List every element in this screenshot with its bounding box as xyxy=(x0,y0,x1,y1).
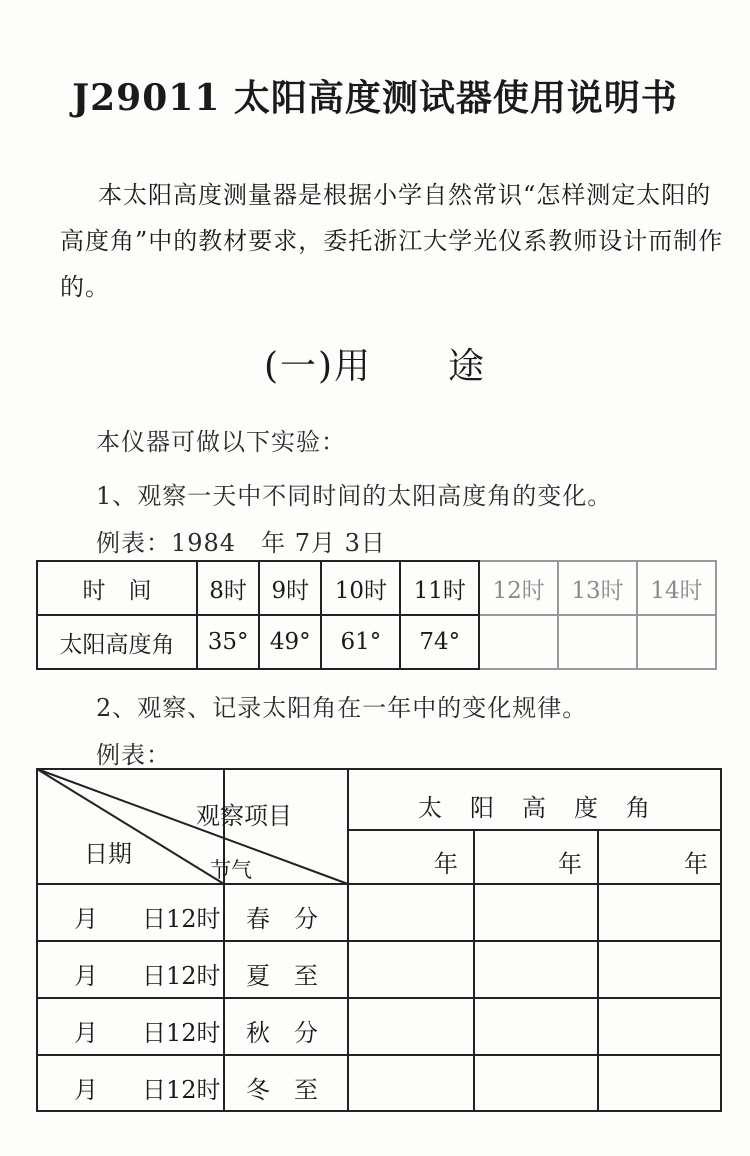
time-angle-table xyxy=(36,560,717,670)
table-header-cell: 时 间 xyxy=(37,561,197,615)
experiment-2-text: 2、观察、记录太阳角在一年中的变化规律。 xyxy=(96,694,588,722)
table-header-cell: 太阳高度角 xyxy=(37,615,197,669)
table-cell xyxy=(479,615,558,669)
table-cell: 12时 xyxy=(479,561,558,615)
table-cell: 10时 xyxy=(321,561,400,615)
example-2-label: 例表： xyxy=(96,741,171,769)
experiment-1-text: 1、观察一天中不同时间的太阳高度角的变化。 xyxy=(96,482,613,510)
diagonal-label-items: 观察项目 xyxy=(196,802,292,830)
table-cell: 14时 xyxy=(637,561,716,615)
document-title: J29011 太阳高度测试器使用说明书 xyxy=(72,77,678,119)
lead-text: 本仪器可做以下实验： xyxy=(96,428,346,456)
row-solar-term: 冬 至 xyxy=(246,1076,318,1104)
row-day: 日12时 xyxy=(142,1019,221,1047)
row-solar-term: 春 分 xyxy=(246,905,318,933)
row-month: 月 xyxy=(74,1019,98,1047)
row-day: 日12时 xyxy=(142,962,221,990)
row-solar-term: 夏 至 xyxy=(246,962,318,990)
diagonal-label-term: 节气 xyxy=(210,858,252,882)
row-solar-term: 秋 分 xyxy=(246,1019,318,1047)
row-month: 月 xyxy=(74,1076,98,1104)
year-label: 年 xyxy=(684,850,708,878)
table-cell: 11时 xyxy=(400,561,479,615)
table-cell: 74° xyxy=(400,615,479,669)
example-1-label: 例表：1984 年 7月 3日 xyxy=(96,529,386,557)
table-row xyxy=(37,615,716,669)
table-cell: 49° xyxy=(259,615,321,669)
diagonal-label-date: 日期 xyxy=(84,840,132,868)
table-cell: 35° xyxy=(197,615,259,669)
row-day: 日12时 xyxy=(142,905,221,933)
year-label: 年 xyxy=(558,850,582,878)
seasonal-angle-table xyxy=(36,768,722,1112)
table-cell xyxy=(558,615,637,669)
table-cell: 8时 xyxy=(197,561,259,615)
table-cell: 13时 xyxy=(558,561,637,615)
year-label: 年 xyxy=(434,850,458,878)
section-heading: (一)用 途 xyxy=(263,346,487,387)
row-day: 日12时 xyxy=(142,1076,221,1104)
intro-paragraph: 本太阳高度测量器是根据小学自然常识“怎样测定太阳的高度角”中的教材要求，委托浙江大学光仪系教师设计而制作的。 xyxy=(60,181,724,301)
row-month: 月 xyxy=(74,905,98,933)
group-header: 太 阳 高 度 角 xyxy=(418,794,652,822)
table-cell: 9时 xyxy=(259,561,321,615)
table-cell xyxy=(637,615,716,669)
row-month: 月 xyxy=(74,962,98,990)
table-cell: 61° xyxy=(321,615,400,669)
table-row xyxy=(37,561,716,615)
